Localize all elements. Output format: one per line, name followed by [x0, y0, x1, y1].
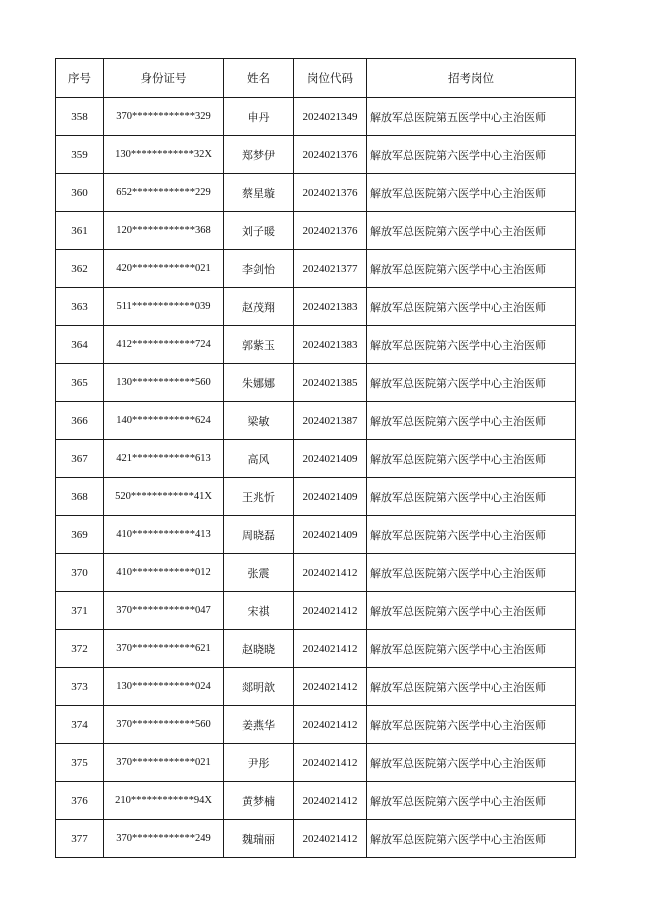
cell-seq: 361	[56, 212, 104, 250]
cell-post: 解放军总医院第六医学中心主治医师	[367, 668, 576, 706]
cell-id-number: 130************32X	[104, 136, 224, 174]
table-row	[56, 554, 576, 592]
cell-post: 解放军总医院第六医学中心主治医师	[367, 402, 576, 440]
header-seq: 序号	[56, 59, 104, 98]
cell-name: 李剑怡	[224, 250, 294, 288]
cell-name: 魏瑞丽	[224, 820, 294, 858]
cell-id-number: 210************94X	[104, 782, 224, 820]
cell-post-code: 2024021412	[294, 630, 367, 668]
cell-post-code: 2024021412	[294, 592, 367, 630]
cell-id-number: 421************613	[104, 440, 224, 478]
cell-id-number: 652************229	[104, 174, 224, 212]
table-row	[56, 782, 576, 820]
table-row	[56, 136, 576, 174]
cell-seq: 375	[56, 744, 104, 782]
cell-name: 姜燕华	[224, 706, 294, 744]
table-row	[56, 630, 576, 668]
cell-id-number: 130************560	[104, 364, 224, 402]
cell-seq: 360	[56, 174, 104, 212]
cell-post: 解放军总医院第六医学中心主治医师	[367, 364, 576, 402]
cell-post-code: 2024021409	[294, 516, 367, 554]
cell-id-number: 370************621	[104, 630, 224, 668]
cell-seq: 376	[56, 782, 104, 820]
cell-post: 解放军总医院第六医学中心主治医师	[367, 706, 576, 744]
cell-seq: 358	[56, 98, 104, 136]
cell-post-code: 2024021383	[294, 288, 367, 326]
cell-name: 郭紫玉	[224, 326, 294, 364]
cell-seq: 371	[56, 592, 104, 630]
cell-name: 赵晓晓	[224, 630, 294, 668]
cell-seq: 369	[56, 516, 104, 554]
cell-name: 尹彤	[224, 744, 294, 782]
table-row	[56, 326, 576, 364]
cell-post-code: 2024021385	[294, 364, 367, 402]
cell-post-code: 2024021376	[294, 136, 367, 174]
cell-post-code: 2024021412	[294, 744, 367, 782]
cell-post: 解放军总医院第五医学中心主治医师	[367, 98, 576, 136]
cell-post-code: 2024021409	[294, 440, 367, 478]
cell-id-number: 370************560	[104, 706, 224, 744]
cell-name: 刘子暖	[224, 212, 294, 250]
cell-id-number: 130************024	[104, 668, 224, 706]
cell-post: 解放军总医院第六医学中心主治医师	[367, 326, 576, 364]
table-row	[56, 706, 576, 744]
cell-name: 朱娜娜	[224, 364, 294, 402]
cell-name: 黄梦楠	[224, 782, 294, 820]
cell-post: 解放军总医院第六医学中心主治医师	[367, 516, 576, 554]
cell-id-number: 120************368	[104, 212, 224, 250]
cell-id-number: 511************039	[104, 288, 224, 326]
cell-post: 解放军总医院第六医学中心主治医师	[367, 478, 576, 516]
cell-post: 解放军总医院第六医学中心主治医师	[367, 440, 576, 478]
cell-id-number: 412************724	[104, 326, 224, 364]
cell-post: 解放军总医院第六医学中心主治医师	[367, 554, 576, 592]
cell-post: 解放军总医院第六医学中心主治医师	[367, 782, 576, 820]
cell-name: 蔡星璇	[224, 174, 294, 212]
cell-post: 解放军总医院第六医学中心主治医师	[367, 174, 576, 212]
cell-name: 赵茂翔	[224, 288, 294, 326]
cell-seq: 365	[56, 364, 104, 402]
table-row	[56, 402, 576, 440]
table-row	[56, 174, 576, 212]
cell-seq: 359	[56, 136, 104, 174]
cell-post-code: 2024021412	[294, 782, 367, 820]
table-row	[56, 212, 576, 250]
cell-seq: 362	[56, 250, 104, 288]
table-row	[56, 250, 576, 288]
cell-seq: 367	[56, 440, 104, 478]
table-row	[56, 592, 576, 630]
cell-seq: 368	[56, 478, 104, 516]
table-body	[56, 98, 576, 858]
cell-name: 周晓磊	[224, 516, 294, 554]
cell-id-number: 370************329	[104, 98, 224, 136]
cell-post-code: 2024021412	[294, 820, 367, 858]
cell-post: 解放军总医院第六医学中心主治医师	[367, 592, 576, 630]
cell-name: 张震	[224, 554, 294, 592]
cell-id-number: 420************021	[104, 250, 224, 288]
cell-name: 郑梦伊	[224, 136, 294, 174]
cell-post: 解放军总医院第六医学中心主治医师	[367, 820, 576, 858]
cell-id-number: 370************249	[104, 820, 224, 858]
table-header	[56, 59, 576, 98]
cell-seq: 372	[56, 630, 104, 668]
table-row	[56, 288, 576, 326]
cell-post-code: 2024021409	[294, 478, 367, 516]
header-post: 招考岗位	[367, 59, 576, 98]
results-sheet	[55, 58, 575, 858]
cell-id-number: 370************021	[104, 744, 224, 782]
cell-id-number: 520************41X	[104, 478, 224, 516]
cell-post-code: 2024021412	[294, 668, 367, 706]
cell-id-number: 410************012	[104, 554, 224, 592]
cell-post: 解放军总医院第六医学中心主治医师	[367, 212, 576, 250]
cell-seq: 366	[56, 402, 104, 440]
candidate-table	[55, 58, 576, 858]
cell-post-code: 2024021376	[294, 212, 367, 250]
cell-seq: 370	[56, 554, 104, 592]
table-row	[56, 744, 576, 782]
header-name: 姓名	[224, 59, 294, 98]
cell-name: 宋祺	[224, 592, 294, 630]
cell-post-code: 2024021412	[294, 554, 367, 592]
table-row	[56, 668, 576, 706]
cell-id-number: 410************413	[104, 516, 224, 554]
cell-seq: 373	[56, 668, 104, 706]
header-row	[56, 59, 576, 98]
cell-post: 解放军总医院第六医学中心主治医师	[367, 250, 576, 288]
table-row	[56, 820, 576, 858]
cell-name: 王兆忻	[224, 478, 294, 516]
cell-seq: 364	[56, 326, 104, 364]
header-post-code: 岗位代码	[294, 59, 367, 98]
cell-post-code: 2024021383	[294, 326, 367, 364]
table-row	[56, 364, 576, 402]
cell-id-number: 140************624	[104, 402, 224, 440]
cell-post-code: 2024021387	[294, 402, 367, 440]
header-id-number: 身份证号	[104, 59, 224, 98]
table-row	[56, 478, 576, 516]
cell-post: 解放军总医院第六医学中心主治医师	[367, 630, 576, 668]
cell-post-code: 2024021377	[294, 250, 367, 288]
table-row	[56, 440, 576, 478]
cell-post-code: 2024021349	[294, 98, 367, 136]
cell-post: 解放军总医院第六医学中心主治医师	[367, 288, 576, 326]
cell-post-code: 2024021412	[294, 706, 367, 744]
cell-post-code: 2024021376	[294, 174, 367, 212]
table-row	[56, 98, 576, 136]
cell-name: 梁敏	[224, 402, 294, 440]
cell-name: 郯明歆	[224, 668, 294, 706]
cell-name: 申丹	[224, 98, 294, 136]
cell-post: 解放军总医院第六医学中心主治医师	[367, 136, 576, 174]
cell-seq: 363	[56, 288, 104, 326]
cell-seq: 374	[56, 706, 104, 744]
table-row	[56, 516, 576, 554]
cell-name: 高风	[224, 440, 294, 478]
cell-post: 解放军总医院第六医学中心主治医师	[367, 744, 576, 782]
cell-id-number: 370************047	[104, 592, 224, 630]
cell-seq: 377	[56, 820, 104, 858]
